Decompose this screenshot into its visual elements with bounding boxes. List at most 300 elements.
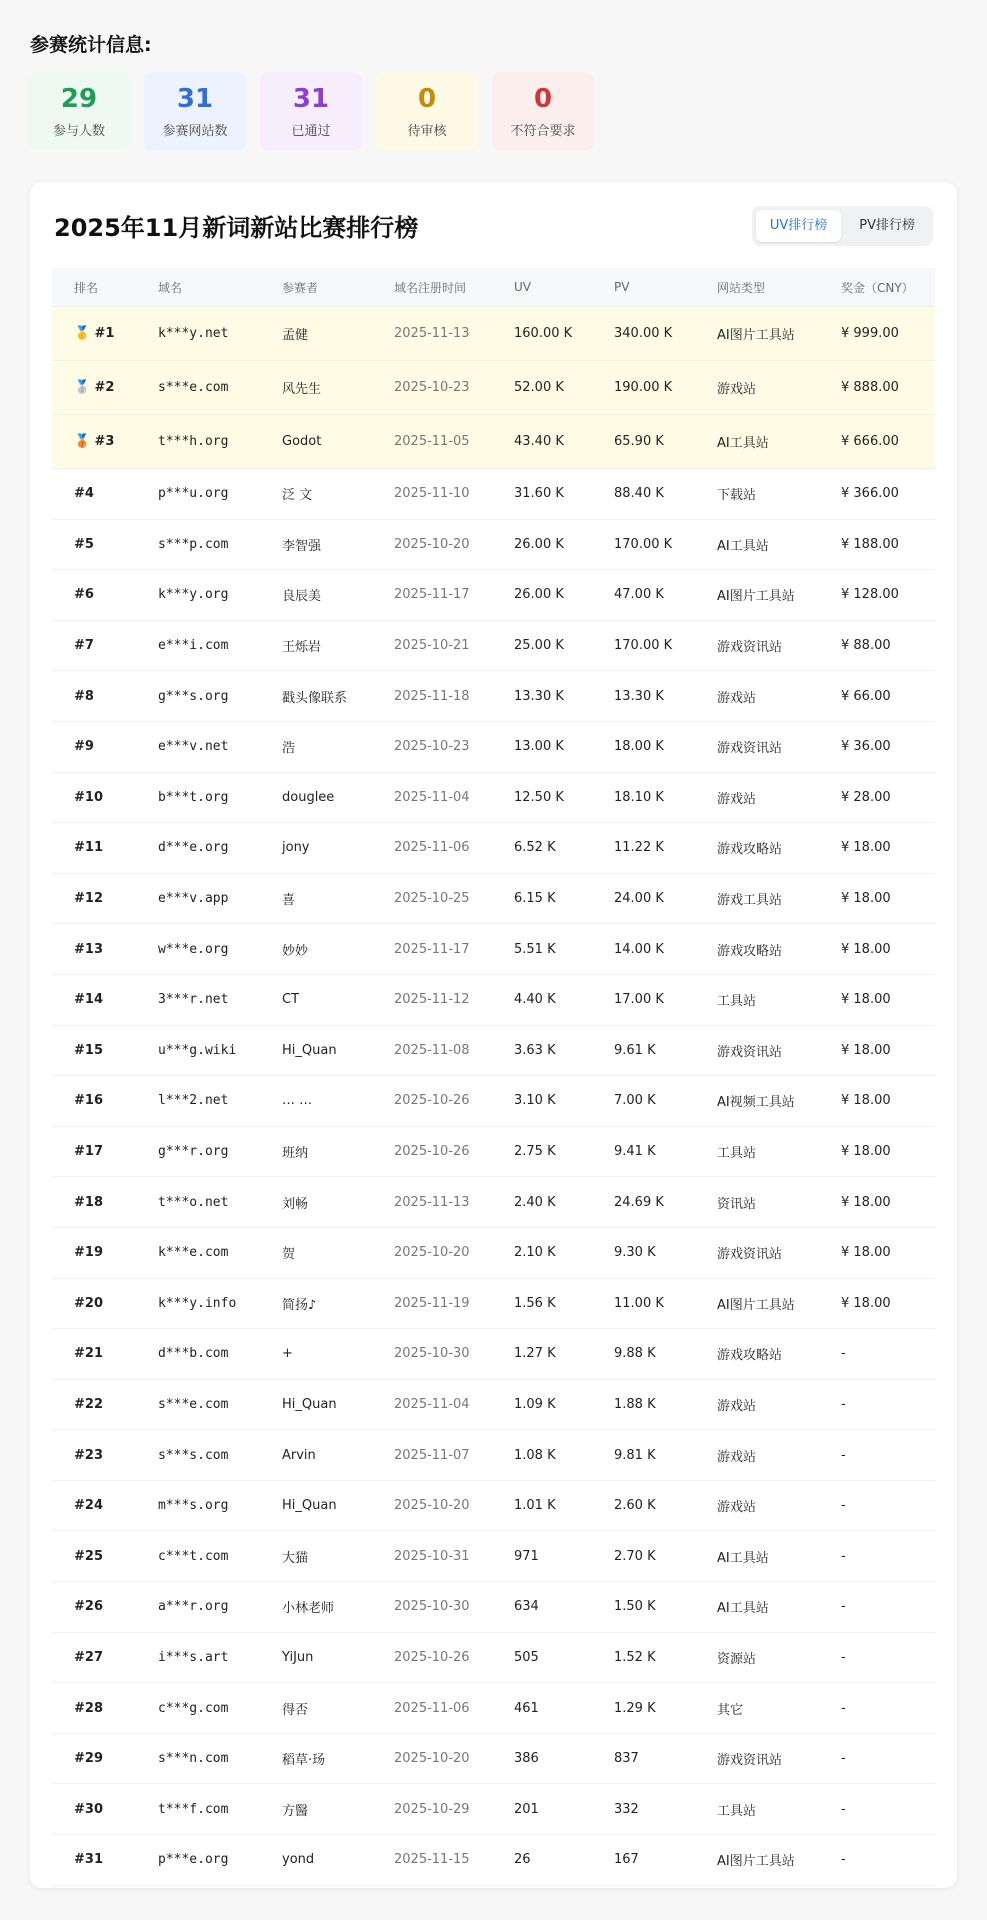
table-row (52, 570, 935, 621)
reg-date-cell: 2025-11-04 (372, 1379, 492, 1430)
participant-cell: … … (260, 1076, 372, 1127)
medal-icon: 🥉 (74, 434, 91, 449)
reg-date-cell: 2025-11-05 (372, 415, 492, 469)
rank-label: #20 (74, 1295, 103, 1311)
stat-label: 不符合要求 (510, 123, 576, 139)
uv-cell: 26.00 K (492, 570, 592, 621)
participant-cell: Arvin (260, 1430, 372, 1481)
pv-cell: 170.00 K (592, 519, 695, 570)
reg-date-cell: 2025-11-18 (372, 671, 492, 722)
table-row (52, 519, 935, 570)
participant-cell: 风先生 (260, 361, 372, 415)
pv-cell: 17.00 K (592, 974, 695, 1025)
participant-cell: CT (260, 974, 372, 1025)
reg-date-cell: 2025-11-17 (372, 924, 492, 975)
site-type-cell: 工具站 (695, 1784, 819, 1835)
uv-cell: 43.40 K (492, 415, 592, 469)
prize-cell: ¥ 18.00 (819, 873, 935, 924)
site-type-cell: 游戏站 (695, 1379, 819, 1430)
table-row (52, 671, 935, 722)
reg-date-cell: 2025-11-06 (372, 1683, 492, 1734)
domain-cell: e***v.app (136, 873, 260, 924)
prize-cell: ¥ 18.00 (819, 1177, 935, 1228)
table-row (52, 1025, 935, 1076)
table-row (52, 415, 935, 469)
pv-cell: 9.41 K (592, 1126, 695, 1177)
pv-cell: 167 (592, 1835, 695, 1886)
rank-label: #18 (74, 1194, 103, 1210)
domain-cell: m***s.org (136, 1480, 260, 1531)
participant-cell: jony (260, 823, 372, 874)
reg-date-cell: 2025-10-30 (372, 1329, 492, 1380)
site-type-cell: AI图片工具站 (695, 307, 819, 361)
rank-label: #9 (74, 739, 94, 755)
domain-cell: t***o.net (136, 1177, 260, 1228)
participant-cell: 妙妙 (260, 924, 372, 975)
rank-label: #23 (74, 1447, 103, 1463)
pv-cell: 1.29 K (592, 1683, 695, 1734)
rank-cell (52, 974, 136, 1025)
table-row (52, 1784, 935, 1835)
domain-cell: t***f.com (136, 1784, 260, 1835)
domain-cell: g***r.org (136, 1126, 260, 1177)
rank-label: #6 (74, 587, 94, 603)
rank-label: #29 (74, 1751, 103, 1767)
ranking-table-body (52, 307, 935, 1886)
uv-cell: 386 (492, 1733, 592, 1784)
table-row (52, 1227, 935, 1278)
domain-cell: s***e.com (136, 361, 260, 415)
reg-date-cell: 2025-11-10 (372, 469, 492, 520)
site-type-cell: 其它 (695, 1683, 819, 1734)
prize-cell: - (819, 1430, 935, 1481)
domain-cell: i***s.art (136, 1632, 260, 1683)
col-header-prize: 奖金（CNY） (819, 268, 935, 307)
rank-cell (52, 671, 136, 722)
rank-label: #12 (74, 891, 103, 907)
stat-label: 参与人数 (52, 123, 105, 139)
pv-cell: 47.00 K (592, 570, 695, 621)
table-row (52, 1531, 935, 1582)
prize-cell: ¥ 36.00 (819, 721, 935, 772)
pv-cell: 13.30 K (592, 671, 695, 722)
site-type-cell: 下载站 (695, 469, 819, 520)
ranking-toggle (752, 206, 933, 246)
rank-label: #19 (74, 1245, 103, 1261)
domain-cell: d***e.org (136, 823, 260, 874)
site-type-cell: 工具站 (695, 974, 819, 1025)
domain-cell: s***s.com (136, 1430, 260, 1481)
domain-cell: p***u.org (136, 469, 260, 520)
table-row (52, 924, 935, 975)
rank-label: #5 (74, 536, 94, 552)
rank-label: #30 (74, 1801, 103, 1817)
participant-cell: 泛 文 (260, 469, 372, 520)
reg-date-cell: 2025-11-15 (372, 1835, 492, 1886)
rank-label: #24 (74, 1498, 103, 1514)
site-type-cell: 资源站 (695, 1632, 819, 1683)
uv-cell: 461 (492, 1683, 592, 1734)
rank-cell (52, 721, 136, 772)
pv-cell: 2.70 K (592, 1531, 695, 1582)
pv-cell: 9.81 K (592, 1430, 695, 1481)
site-type-cell: AI图片工具站 (695, 570, 819, 621)
col-header-site-type: 网站类型 (695, 268, 819, 307)
rank-label: #16 (74, 1093, 103, 1109)
rank-cell (52, 620, 136, 671)
uv-cell: 31.60 K (492, 469, 592, 520)
table-row (52, 1683, 935, 1734)
stat-card-pending (376, 72, 478, 150)
uv-cell: 160.00 K (492, 307, 592, 361)
pv-cell: 7.00 K (592, 1076, 695, 1127)
pv-cell: 190.00 K (592, 361, 695, 415)
rank-cell (52, 469, 136, 520)
domain-cell: w***e.org (136, 924, 260, 975)
uv-cell: 26.00 K (492, 519, 592, 570)
leaderboard-title: 2025年11月新词新站比赛排行榜 (54, 214, 419, 242)
prize-cell: - (819, 1733, 935, 1784)
rank-cell (52, 823, 136, 874)
site-type-cell: 游戏攻略站 (695, 924, 819, 975)
leaderboard-panel (30, 182, 957, 1888)
domain-cell: t***h.org (136, 415, 260, 469)
pv-cell: 340.00 K (592, 307, 695, 361)
table-row (52, 1632, 935, 1683)
site-type-cell: 游戏站 (695, 671, 819, 722)
prize-cell: ¥ 18.00 (819, 924, 935, 975)
rank-cell (52, 873, 136, 924)
uv-cell: 6.15 K (492, 873, 592, 924)
participant-cell: 方醫 (260, 1784, 372, 1835)
pv-cell: 170.00 K (592, 620, 695, 671)
domain-cell: g***s.org (136, 671, 260, 722)
prize-cell: ¥ 366.00 (819, 469, 935, 520)
participant-cell: 班纳 (260, 1126, 372, 1177)
participant-cell: 小林老师 (260, 1582, 372, 1633)
prize-cell: ¥ 999.00 (819, 307, 935, 361)
reg-date-cell: 2025-10-25 (372, 873, 492, 924)
rank-cell (52, 1126, 136, 1177)
table-row (52, 1278, 935, 1329)
site-type-cell: 游戏工具站 (695, 873, 819, 924)
stat-value: 31 (176, 83, 214, 114)
table-row (52, 823, 935, 874)
prize-cell: ¥ 188.00 (819, 519, 935, 570)
stat-label: 待审核 (407, 123, 447, 139)
domain-cell: k***e.com (136, 1227, 260, 1278)
table-row (52, 1430, 935, 1481)
site-type-cell: 游戏资讯站 (695, 721, 819, 772)
table-row (52, 1379, 935, 1430)
rank-label: #28 (74, 1700, 103, 1716)
rank-cell (52, 1430, 136, 1481)
rank-label: #7 (74, 638, 94, 654)
prize-cell: ¥ 18.00 (819, 1076, 935, 1127)
participant-cell: + (260, 1329, 372, 1380)
reg-date-cell: 2025-11-19 (372, 1278, 492, 1329)
pv-cell: 1.50 K (592, 1582, 695, 1633)
reg-date-cell: 2025-10-20 (372, 519, 492, 570)
pv-cell: 24.69 K (592, 1177, 695, 1228)
table-row (52, 1329, 935, 1380)
uv-cell: 1.08 K (492, 1430, 592, 1481)
reg-date-cell: 2025-10-21 (372, 620, 492, 671)
stat-value: 29 (60, 83, 98, 114)
prize-cell: - (819, 1329, 935, 1380)
table-row (52, 1480, 935, 1531)
reg-date-cell: 2025-11-13 (372, 1177, 492, 1228)
participant-cell: Godot (260, 415, 372, 469)
uv-cell: 505 (492, 1632, 592, 1683)
pv-cell: 9.61 K (592, 1025, 695, 1076)
reg-date-cell: 2025-10-23 (372, 721, 492, 772)
site-type-cell: 游戏站 (695, 1480, 819, 1531)
prize-cell: ¥ 18.00 (819, 823, 935, 874)
pv-cell: 24.00 K (592, 873, 695, 924)
participant-cell: YiJun (260, 1632, 372, 1683)
site-type-cell: 游戏攻略站 (695, 823, 819, 874)
rank-cell (52, 1733, 136, 1784)
uv-cell: 1.09 K (492, 1379, 592, 1430)
rank-cell (52, 1784, 136, 1835)
rank-cell (52, 1683, 136, 1734)
prize-cell: ¥ 18.00 (819, 1126, 935, 1177)
participant-cell: 李智强 (260, 519, 372, 570)
rank-cell (52, 1227, 136, 1278)
reg-date-cell: 2025-10-29 (372, 1784, 492, 1835)
prize-cell: ¥ 66.00 (819, 671, 935, 722)
stat-card-approved (260, 72, 362, 150)
domain-cell: k***y.info (136, 1278, 260, 1329)
uv-cell: 5.51 K (492, 924, 592, 975)
stat-value: 0 (417, 83, 437, 114)
site-type-cell: AI图片工具站 (695, 1835, 819, 1886)
table-row (52, 620, 935, 671)
rank-label: #13 (74, 941, 103, 957)
col-header-uv: UV (492, 268, 592, 307)
participant-cell: 简扬♪ (260, 1278, 372, 1329)
prize-cell: - (819, 1784, 935, 1835)
pv-cell: 65.90 K (592, 415, 695, 469)
rank-cell (52, 772, 136, 823)
rank-label: #14 (74, 992, 103, 1008)
pv-cell: 11.00 K (592, 1278, 695, 1329)
rank-cell (52, 519, 136, 570)
pv-cell: 332 (592, 1784, 695, 1835)
uv-cell: 201 (492, 1784, 592, 1835)
pv-ranking-tab[interactable]: PV排行榜 (859, 218, 915, 233)
participant-cell: 大猫 (260, 1531, 372, 1582)
rank-label: #8 (74, 688, 94, 704)
stat-value: 31 (292, 83, 330, 114)
site-type-cell: 游戏站 (695, 361, 819, 415)
domain-cell: k***y.org (136, 570, 260, 621)
participant-cell: Hi_Quan (260, 1025, 372, 1076)
reg-date-cell: 2025-11-06 (372, 823, 492, 874)
site-type-cell: 游戏攻略站 (695, 1329, 819, 1380)
site-type-cell: AI工具站 (695, 1531, 819, 1582)
domain-cell: c***t.com (136, 1531, 260, 1582)
uv-cell: 3.10 K (492, 1076, 592, 1127)
prize-cell: ¥ 128.00 (819, 570, 935, 621)
rank-label: #27 (74, 1649, 103, 1665)
stat-label: 参赛网站数 (162, 123, 228, 139)
reg-date-cell: 2025-11-07 (372, 1430, 492, 1481)
rank-cell (52, 1531, 136, 1582)
pv-cell: 18.10 K (592, 772, 695, 823)
col-header-pv: PV (592, 268, 695, 307)
site-type-cell: 游戏站 (695, 1430, 819, 1481)
site-type-cell: AI工具站 (695, 519, 819, 570)
rank-cell (52, 307, 136, 361)
pv-cell: 1.52 K (592, 1632, 695, 1683)
domain-cell: e***i.com (136, 620, 260, 671)
reg-date-cell: 2025-10-20 (372, 1733, 492, 1784)
table-row (52, 307, 935, 361)
table-row (52, 1126, 935, 1177)
table-row (52, 1177, 935, 1228)
uv-cell: 52.00 K (492, 361, 592, 415)
prize-cell: - (819, 1683, 935, 1734)
rank-label: #4 (74, 486, 94, 502)
rank-cell (52, 1582, 136, 1633)
domain-cell: s***p.com (136, 519, 260, 570)
site-type-cell: 游戏资讯站 (695, 1025, 819, 1076)
participant-cell: 良辰美 (260, 570, 372, 621)
uv-cell: 971 (492, 1531, 592, 1582)
site-type-cell: 游戏站 (695, 772, 819, 823)
pv-cell: 88.40 K (592, 469, 695, 520)
domain-cell: d***b.com (136, 1329, 260, 1380)
reg-date-cell: 2025-10-23 (372, 361, 492, 415)
medal-icon: 🥈 (74, 380, 91, 395)
rank-cell (52, 1835, 136, 1886)
table-row (52, 873, 935, 924)
rank-label: #15 (74, 1042, 103, 1058)
reg-date-cell: 2025-10-26 (372, 1076, 492, 1127)
site-type-cell: 资讯站 (695, 1177, 819, 1228)
table-row (52, 1835, 935, 1886)
stat-card-sites (144, 72, 246, 150)
rank-label: #10 (74, 789, 103, 805)
domain-cell: a***r.org (136, 1582, 260, 1633)
participant-cell: 王烁岩 (260, 620, 372, 671)
rank-cell (52, 1329, 136, 1380)
rank-label: #2 (94, 380, 115, 395)
medal-icon: 🥇 (74, 326, 91, 341)
stat-cards (28, 72, 594, 150)
pv-cell: 14.00 K (592, 924, 695, 975)
table-row (52, 361, 935, 415)
rank-label: #26 (74, 1599, 103, 1615)
prize-cell: ¥ 18.00 (819, 974, 935, 1025)
participant-cell: 刘畅 (260, 1177, 372, 1228)
uv-cell: 2.75 K (492, 1126, 592, 1177)
domain-cell: p***e.org (136, 1835, 260, 1886)
stat-label: 已通过 (291, 123, 331, 139)
prize-cell: ¥ 18.00 (819, 1278, 935, 1329)
stat-card-rejected (492, 72, 594, 150)
participant-cell: 贺 (260, 1227, 372, 1278)
stat-card-participants (28, 72, 130, 150)
participant-cell: 喜 (260, 873, 372, 924)
stat-value: 0 (533, 83, 553, 114)
site-type-cell: AI工具站 (695, 1582, 819, 1633)
domain-cell: u***g.wiki (136, 1025, 260, 1076)
reg-date-cell: 2025-10-30 (372, 1582, 492, 1633)
table-row (52, 1733, 935, 1784)
site-type-cell: 游戏资讯站 (695, 1733, 819, 1784)
domain-cell: 3***r.net (136, 974, 260, 1025)
rank-cell (52, 1177, 136, 1228)
table-row (52, 469, 935, 520)
prize-cell: - (819, 1379, 935, 1430)
prize-cell: ¥ 888.00 (819, 361, 935, 415)
col-header-reg-date: 域名注册时间 (372, 268, 492, 307)
table-row (52, 974, 935, 1025)
participant-cell: 孟健 (260, 307, 372, 361)
table-header-row (52, 268, 935, 307)
domain-cell: e***v.net (136, 721, 260, 772)
site-type-cell: AI视频工具站 (695, 1076, 819, 1127)
uv-cell: 6.52 K (492, 823, 592, 874)
prize-cell: - (819, 1531, 935, 1582)
prize-cell: - (819, 1582, 935, 1633)
table-row (52, 1582, 935, 1633)
site-type-cell: 游戏资讯站 (695, 1227, 819, 1278)
pv-cell: 11.22 K (592, 823, 695, 874)
uv-cell: 25.00 K (492, 620, 592, 671)
prize-cell: ¥ 88.00 (819, 620, 935, 671)
rank-cell (52, 570, 136, 621)
participant-cell: 戳头像联系 (260, 671, 372, 722)
reg-date-cell: 2025-11-04 (372, 772, 492, 823)
col-header-participant: 参赛者 (260, 268, 372, 307)
uv-cell: 2.10 K (492, 1227, 592, 1278)
rank-cell (52, 1632, 136, 1683)
uv-cell: 12.50 K (492, 772, 592, 823)
uv-cell: 634 (492, 1582, 592, 1633)
rank-cell (52, 1379, 136, 1430)
prize-cell: ¥ 18.00 (819, 1025, 935, 1076)
uv-cell: 1.27 K (492, 1329, 592, 1380)
reg-date-cell: 2025-11-08 (372, 1025, 492, 1076)
reg-date-cell: 2025-10-26 (372, 1126, 492, 1177)
pv-cell: 9.88 K (592, 1329, 695, 1380)
rank-label: #1 (94, 326, 115, 341)
uv-cell: 1.56 K (492, 1278, 592, 1329)
site-type-cell: 工具站 (695, 1126, 819, 1177)
uv-cell: 4.40 K (492, 974, 592, 1025)
pv-cell: 18.00 K (592, 721, 695, 772)
table-row (52, 772, 935, 823)
prize-cell: ¥ 18.00 (819, 1227, 935, 1278)
domain-cell: b***t.org (136, 772, 260, 823)
participant-cell: douglee (260, 772, 372, 823)
site-type-cell: AI工具站 (695, 415, 819, 469)
prize-cell: - (819, 1480, 935, 1531)
col-header-rank: 排名 (52, 268, 136, 307)
uv-cell: 13.00 K (492, 721, 592, 772)
domain-cell: k***y.net (136, 307, 260, 361)
rank-cell (52, 924, 136, 975)
domain-cell: c***g.com (136, 1683, 260, 1734)
rank-cell (52, 1278, 136, 1329)
rank-label: #11 (74, 840, 103, 856)
uv-ranking-tab[interactable]: UV排行榜 (756, 210, 841, 242)
prize-cell: - (819, 1835, 935, 1886)
